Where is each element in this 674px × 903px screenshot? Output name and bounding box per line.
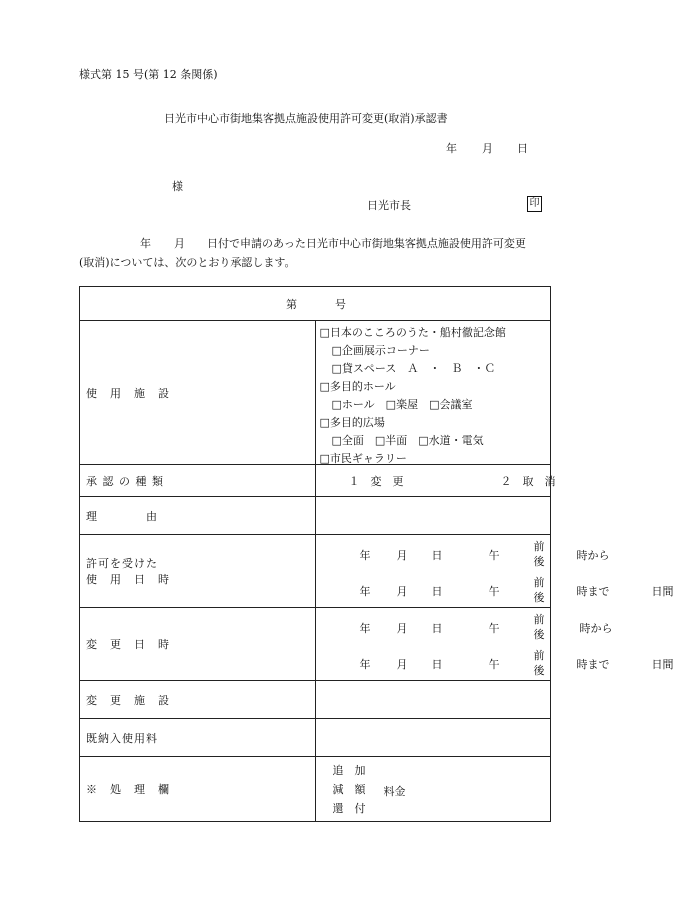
option-hall-rooms[interactable]: □ホール □楽屋 □会議室 bbox=[331, 398, 473, 411]
permitted-dates-label: 許可を受けた 使 用 日 時 bbox=[80, 535, 316, 608]
issuer-name: 日光市長 bbox=[367, 199, 411, 212]
approval-form-table bbox=[79, 286, 674, 822]
option-plaza-usage[interactable]: □全面 □半面 □水道・電気 bbox=[331, 434, 484, 447]
end-month: 月 bbox=[396, 585, 408, 598]
change-start-after: 後 bbox=[533, 628, 545, 641]
change-start-month: 月 bbox=[396, 622, 408, 635]
end-until: 時まで bbox=[576, 585, 610, 598]
number-row bbox=[80, 287, 551, 321]
paid-fee-field[interactable] bbox=[315, 719, 551, 757]
change-end-until: 時まで bbox=[576, 658, 610, 671]
paid-fee-row bbox=[80, 719, 551, 757]
change-facility-row bbox=[80, 681, 551, 719]
processing-row bbox=[80, 757, 551, 822]
start-before: 前 bbox=[533, 540, 545, 553]
facility-row bbox=[80, 321, 551, 465]
change-dates-row bbox=[80, 608, 551, 681]
approval-type-label: 承 認 の 種 類 bbox=[80, 465, 316, 497]
end-day: 日 bbox=[431, 585, 443, 598]
change-end-year: 年 bbox=[359, 658, 371, 671]
processing-field[interactable] bbox=[315, 757, 551, 822]
change-dates-label: 変 更 日 時 bbox=[80, 608, 316, 681]
processing-add[interactable]: 追 加 bbox=[332, 764, 366, 777]
change-end-before: 前 bbox=[533, 649, 545, 662]
option-funamura-museum[interactable]: □日本のこころのうた・船村徹記念館 bbox=[319, 326, 506, 339]
start-month: 月 bbox=[396, 549, 408, 562]
days-count: 日間 bbox=[651, 585, 674, 598]
start-after: 後 bbox=[533, 555, 545, 568]
option-multipurpose-plaza[interactable]: □多目的広場 bbox=[319, 416, 385, 429]
number-dai: 第 bbox=[286, 298, 297, 311]
processing-label: ※ 処 理 欄 bbox=[80, 757, 316, 822]
date-month: 月 bbox=[482, 142, 493, 155]
start-from: 時から bbox=[576, 549, 610, 562]
end-after: 後 bbox=[533, 591, 545, 604]
end-pm: 午 bbox=[488, 585, 500, 598]
change-end-day: 日 bbox=[431, 658, 443, 671]
option-change[interactable]: １ 変 更 bbox=[348, 475, 404, 488]
option-rental-space[interactable]: □貸スペース Ａ ・ Ｂ ・Ｃ bbox=[331, 362, 496, 375]
processing-fee: 料金 bbox=[383, 785, 406, 798]
change-start-pm: 午 bbox=[488, 622, 500, 635]
end-year: 年 bbox=[359, 585, 371, 598]
approval-type-row bbox=[80, 465, 551, 497]
permitted-dates-row bbox=[80, 535, 551, 608]
change-facility-label: 変 更 施 設 bbox=[80, 681, 316, 719]
option-exhibit-corner[interactable]: □企画展示コーナー bbox=[331, 344, 430, 357]
change-start-year: 年 bbox=[359, 622, 371, 635]
change-end-after: 後 bbox=[533, 664, 545, 677]
change-dates-field[interactable] bbox=[315, 608, 674, 681]
change-end-pm: 午 bbox=[488, 658, 500, 671]
change-days-count: 日間 bbox=[651, 658, 674, 671]
change-facility-field[interactable] bbox=[315, 681, 551, 719]
option-citizen-gallery[interactable]: □市民ギャラリー bbox=[319, 452, 407, 465]
change-end-month: 月 bbox=[396, 658, 408, 671]
facility-label: 使 用 施 設 bbox=[80, 321, 316, 465]
reason-field[interactable] bbox=[315, 497, 551, 535]
number-cell bbox=[80, 287, 551, 321]
start-pm: 午 bbox=[488, 549, 500, 562]
permitted-dates-field[interactable] bbox=[315, 535, 674, 608]
start-year: 年 bbox=[359, 549, 371, 562]
facility-options[interactable] bbox=[315, 321, 551, 465]
reason-label: 理 由 bbox=[80, 497, 316, 535]
start-day: 日 bbox=[431, 549, 443, 562]
date-day: 日 bbox=[517, 142, 528, 155]
document-title: 日光市中心市街地集客拠点施設使用許可変更(取消)承認書 bbox=[164, 112, 448, 125]
option-cancel[interactable]: ２ 取 消 bbox=[500, 475, 556, 488]
number-go: 号 bbox=[335, 298, 346, 311]
intro-line2: (取消)については、次のとおり承認します。 bbox=[79, 256, 296, 269]
intro-year: 年 bbox=[140, 237, 151, 250]
change-start-day: 日 bbox=[431, 622, 443, 635]
end-before: 前 bbox=[533, 576, 545, 589]
paid-fee-label: 既納入使用料 bbox=[80, 719, 316, 757]
approval-type-options[interactable] bbox=[315, 465, 556, 497]
change-start-from: 時から bbox=[579, 622, 613, 635]
addressee-suffix: 様 bbox=[172, 180, 183, 193]
change-start-before: 前 bbox=[533, 613, 545, 626]
form-number: 様式第 15 号(第 12 条関係) bbox=[79, 68, 218, 81]
intro-month: 月 bbox=[174, 237, 185, 250]
reason-row bbox=[80, 497, 551, 535]
seal-stamp: 印 bbox=[527, 196, 542, 212]
intro-line1: 日付で申請のあった日光市中心市街地集客拠点施設使用許可変更 bbox=[207, 237, 526, 250]
option-multipurpose-hall[interactable]: □多目的ホール bbox=[319, 380, 396, 393]
processing-reduce[interactable]: 減 額 bbox=[332, 783, 366, 796]
processing-refund[interactable]: 還 付 bbox=[332, 802, 366, 815]
date-year: 年 bbox=[446, 142, 457, 155]
